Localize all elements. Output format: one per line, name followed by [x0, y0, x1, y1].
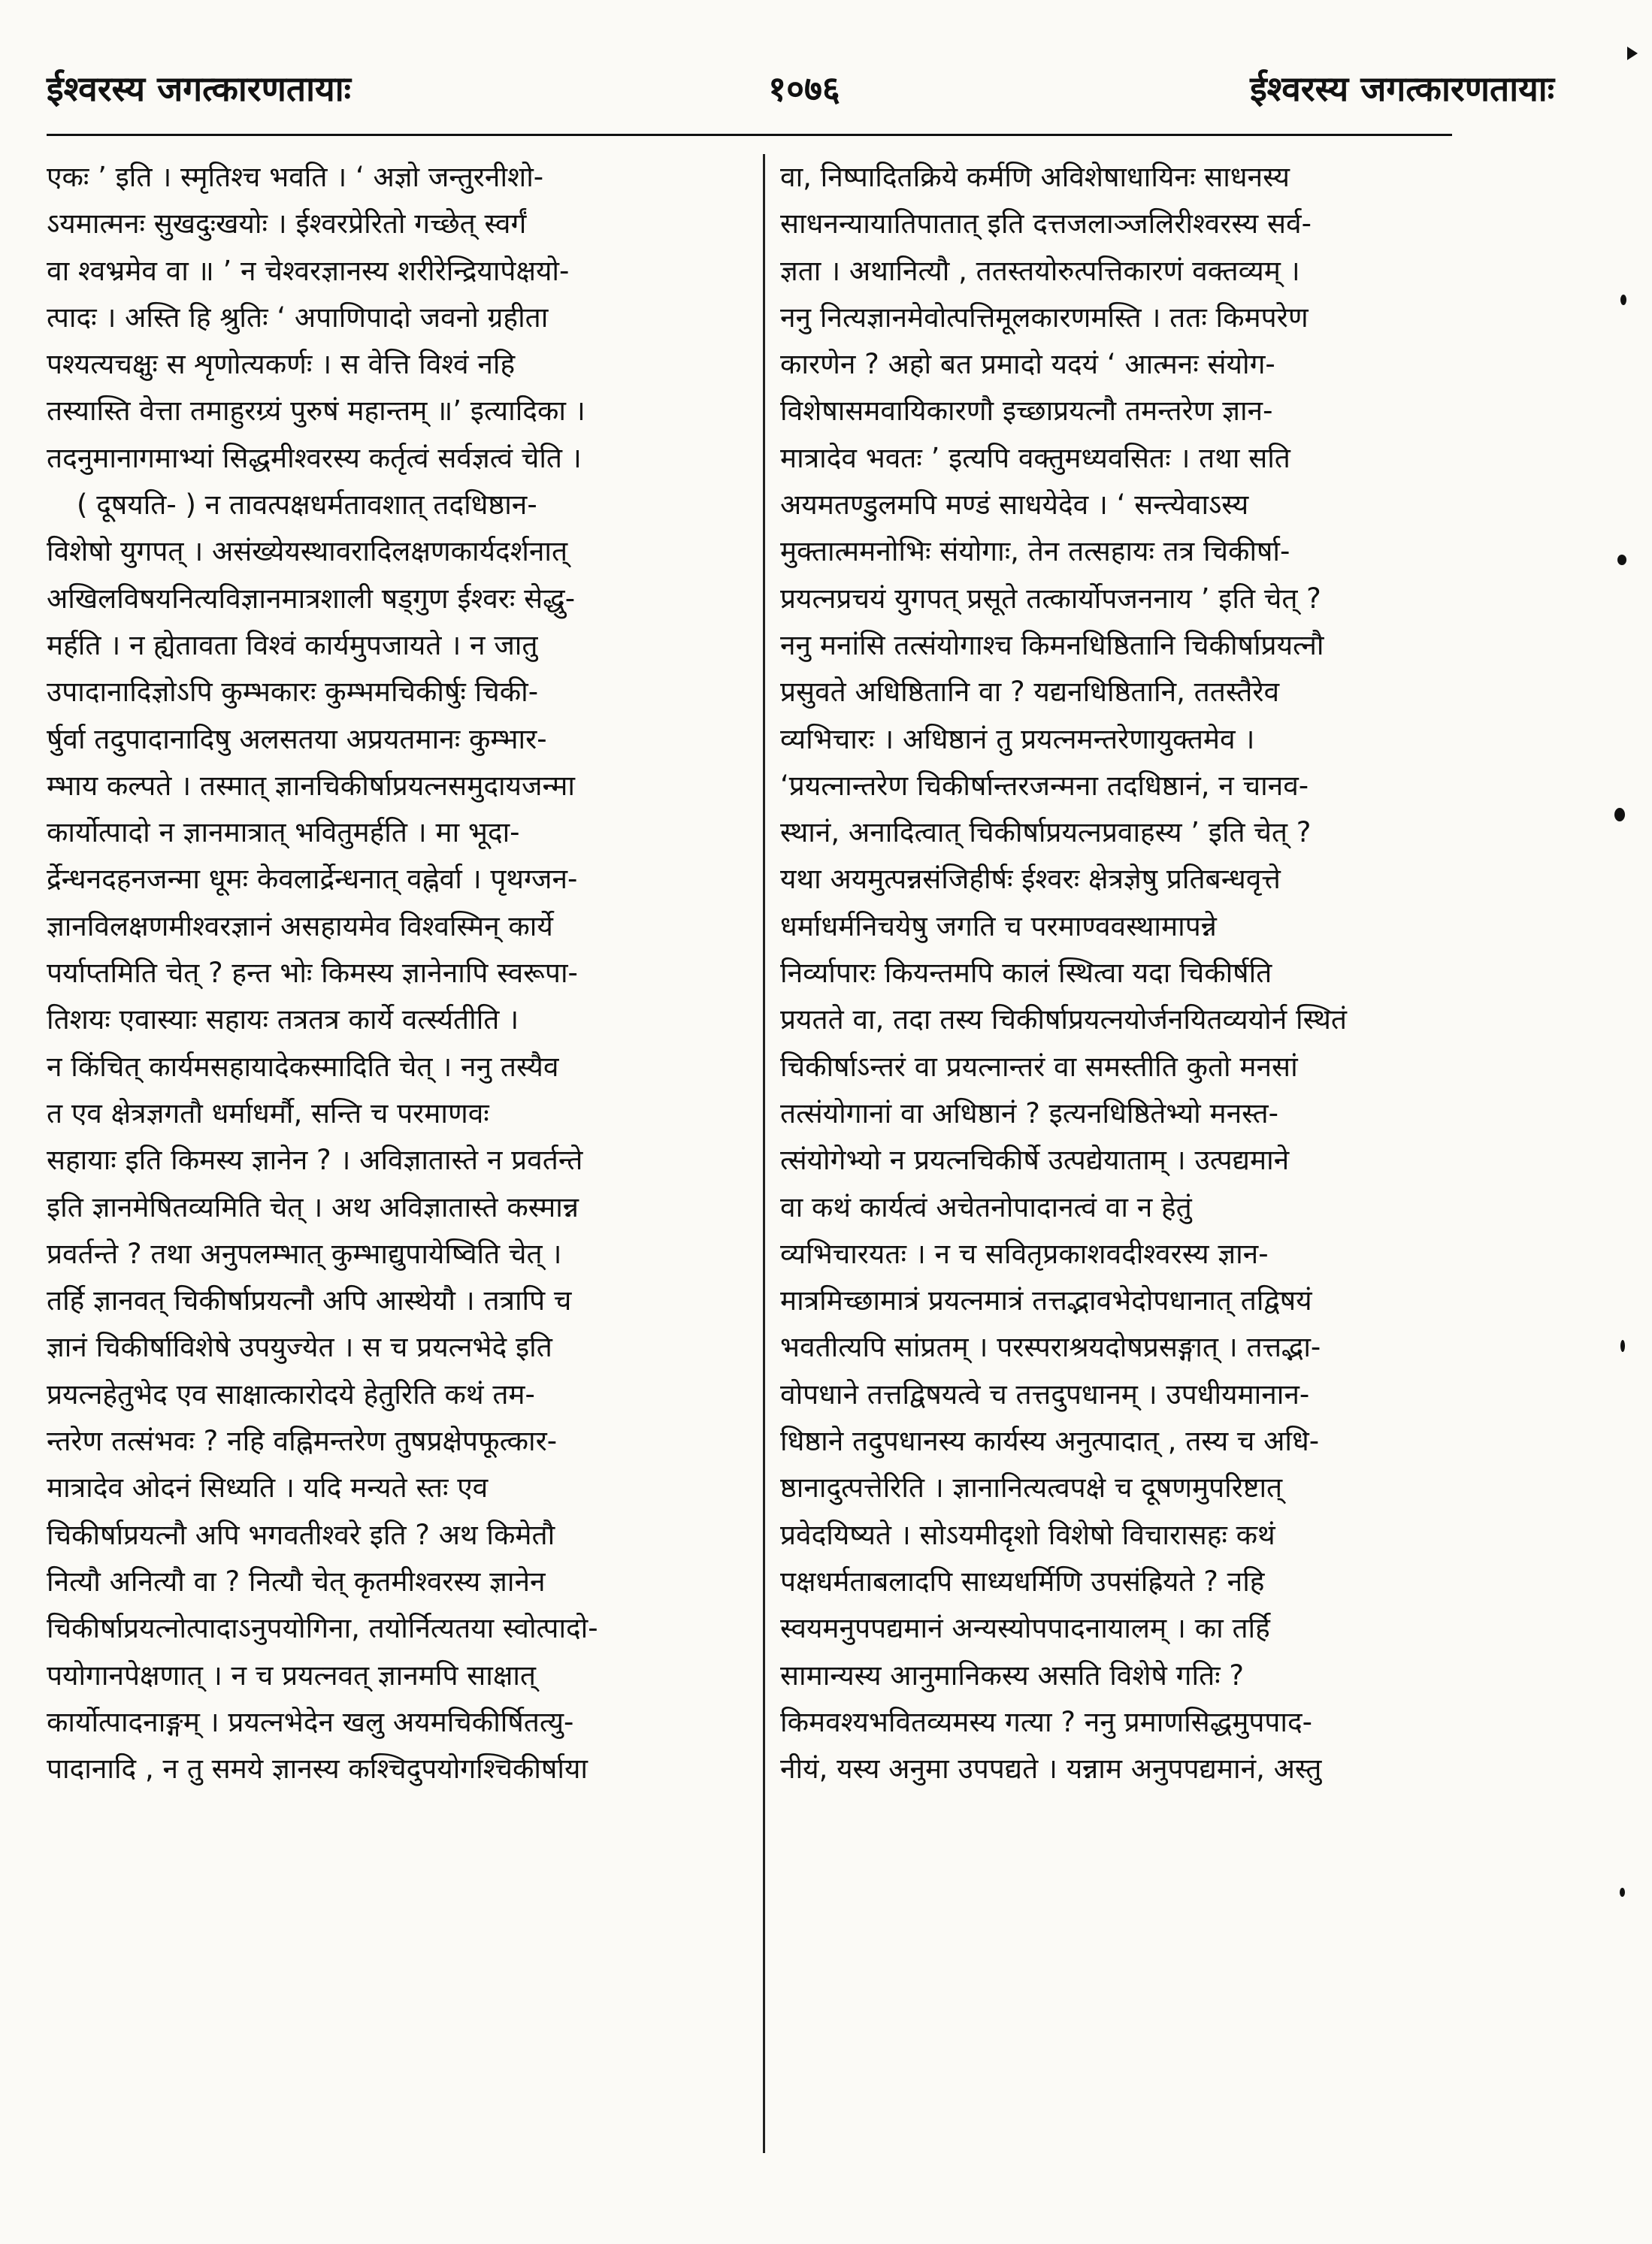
margin-mark-icon [1614, 808, 1625, 821]
text-line: वा श्वभ्रमेव वा ॥ ’ न चेश्वरज्ञानस्य शरीरेन्द्रियापेक्षयो- [47, 254, 570, 287]
text-line: अखिलविषयनित्यविज्ञानमात्रशाली षड्गुण ईश्वरः सेद्धु- [47, 582, 576, 615]
text-line: स्वयमनुपपद्यमानं अन्यस्योपपादनायालम् । का तर्हि [780, 1612, 1270, 1645]
text-line: अयमतण्डुलमपि मण्डं साधयेदेव । ‘ सन्त्येवाऽस्य [780, 488, 1249, 522]
text-line: पक्षधर्मताबलादपि साध्यधर्मिणि उपसंह्रियते ? नहि [780, 1565, 1265, 1598]
text-line: सामान्यस्य आनुमानिकस्य असति विशेषे गतिः ? [780, 1659, 1245, 1692]
text-line: तदनुमानागमाभ्यां सिद्धमीश्वरस्य कर्तृत्वं सर्वज्ञत्वं चेति । [47, 441, 582, 474]
text-line: मात्रादेव भवतः ’ इत्यपि वक्तुमध्यवसितः । तथा सति [780, 441, 1290, 474]
text-line: नीयं, यस्य अनुमा उपपद्यते । यन्नाम अनुपपद्यमानं, अस्तु [780, 1753, 1322, 1786]
text-line: तर्हि ज्ञानवत् चिकीर्षाप्रयत्नौ अपि आस्थेयौ । तत्रापि च [47, 1284, 572, 1317]
text-line: भवतीत्यपि सांप्रतम् । परस्पराश्रयदोषप्रसङ्गात् । तत्तद्भा- [780, 1331, 1321, 1364]
text-line: तिशयः एवास्याः सहायः तत्रतत्र कार्ये वर्त्स्यतीति । [47, 1003, 519, 1036]
text-line: प्रसुवते अधिष्ठितानि वा ? यद्यनधिष्ठितानि, ततस्तैरेव [780, 676, 1280, 709]
text-line: स्थानं, अनादित्वात् चिकीर्षाप्रयत्नप्रवाहस्य ’ इति चेत् ? [780, 816, 1312, 849]
text-line: यथा अयमुत्पन्नसंजिहीर्षः ईश्वरः क्षेत्रज्ञेषु प्रतिबन्धवृत्ते [780, 863, 1281, 896]
margin-mark-icon [1620, 1888, 1625, 1897]
text-line: वा, निष्पादितक्रिये कर्मणि अविशेषाधायिनः साधनस्य [780, 161, 1290, 193]
running-header-left: ईश्वरस्य जगत्कारणतायाः [47, 68, 351, 109]
text-line: प्रवर्तन्ते ? तथा अनुपलम्भात् कुम्भाद्युपायेष्विति चेत् । [47, 1237, 562, 1270]
text-line: धिष्ठाने तदुपधानस्य कार्यस्य अनुत्पादात् , तस्य च अधि- [780, 1425, 1320, 1458]
text-line: म्भाय कल्पते । तस्मात् ज्ञानचिकीर्षाप्रयत्नसमुदायजन्मा [47, 769, 575, 802]
text-line: उपादानादिज्ञोऽपि कुम्भकारः कुम्भमचिकीर्षुः चिकी- [47, 676, 539, 709]
text-line: वा कथं कार्यत्वं अचेतनोपादानत्वं वा न हेतुं [780, 1190, 1192, 1223]
left-column [47, 154, 742, 1792]
text-line: धर्माधर्मनिचयेषु जगति च परमाण्ववस्थामापन्ने [780, 909, 1217, 942]
text-line: विशेषासमवायिकारणौ इच्छाप्रयत्नौ तमन्तरेण ज्ञान- [780, 395, 1273, 428]
text-line: साधनन्यायातिपातात् इति दत्तजलाञ्जलिरीश्वरस्य सर्व- [780, 207, 1312, 240]
header-rule [47, 134, 1452, 136]
text-line: चिकीर्षाप्रयत्नोत्पादाऽनुपयोगिना, तयोर्नित्यतया स्वोत्पादो- [47, 1612, 598, 1645]
text-line: न्तरेण तत्संभवः ? नहि वह्निमन्तरेण तुषप्रक्षेपफूत्कार- [47, 1425, 558, 1458]
text-line: र्द्रेन्धनदहनजन्मा धूमः केवलार्द्रेन्धनात् वह्नेर्वा । पृथग्जन- [47, 863, 578, 896]
text-line: पश्यत्यचक्षुः स शृणोत्यकर्णः । स वेत्ति विश्वं नहि [47, 348, 516, 381]
right-column [780, 154, 1448, 1792]
text-line: ष्ठानादुत्पत्तेरिति । ज्ञानानित्यत्वपक्षे च दूषणमुपरिष्टात् [780, 1471, 1283, 1505]
text-line: ‘प्रयत्नान्तरेण चिकीर्षान्तरजन्मना तदधिष्ठानं, न चानव- [780, 769, 1309, 802]
text-line: ज्ञता । अथानित्यौ , ततस्तयोरुत्पत्तिकारणं वक्तव्यम् । [780, 254, 1300, 287]
text-line: प्रयत्नप्रचयं युगपत् प्रसूते तत्कार्योपजननाय ’ इति चेत् ? [780, 582, 1321, 615]
text-line: तत्संयोगानां वा अधिष्ठानं ? इत्यनधिष्ठितेभ्यो मनस्त- [780, 1096, 1279, 1130]
text-line: प्रवेदयिष्यते । सोऽयमीदृशो विशेषो विचारासहः कथं [780, 1518, 1275, 1551]
text-line: वोपधाने तत्तद्विषयत्वे च तत्तदुपधानम् । उपधीयमानान- [780, 1378, 1310, 1411]
text-line: पादानादि , न तु समये ज्ञानस्य कश्चिदुपयोगश्चिकीर्षाया [47, 1753, 588, 1786]
margin-mark-icon [1617, 555, 1626, 565]
text-line: ज्ञानं चिकीर्षाविशेषे उपयुज्येत । स च प्रयत्नभेदे इति [47, 1331, 552, 1364]
text-line: र्षुर्वा तदुपादानादिषु अलसतया अप्रयतमानः कुम्भार- [47, 722, 547, 755]
text-line: मात्रादेव ओदनं सिध्यति । यदि मन्यते स्तः एव [47, 1471, 489, 1505]
text-line: कारणेन ? अहो बत प्रमादो यदयं ‘ आत्मनः संयोग- [780, 348, 1275, 381]
text-line: चिकीर्षाऽन्तरं वा प्रयत्नान्तरं वा समस्तीति कुतो मनसां [780, 1050, 1298, 1083]
text-line: इति ज्ञानमेषितव्यमिति चेत् । अथ अविज्ञातास्ते कस्मान्न [47, 1190, 579, 1223]
text-line: चिकीर्षाप्रयत्नौ अपि भगवतीश्वरे इति ? अथ किमेतौ [47, 1518, 555, 1551]
text-line: व्यभिचारयतः । न च सवितृप्रकाशवदीश्वरस्य ज्ञान- [780, 1237, 1269, 1270]
text-line: कार्योत्पादनाङ्गम् । प्रयत्नभेदेन खलु अयमचिकीर्षितत्यु- [47, 1705, 574, 1738]
text-line: ज्ञानविलक्षणमीश्वरज्ञानं असहायमेव विश्वस्मिन् कार्ये [47, 909, 553, 942]
text-line: सहायाः इति किमस्य ज्ञानेन ? । अविज्ञातास्ते न प्रवर्तन्ते [47, 1144, 583, 1177]
text-line: त्संयोगेभ्यो न प्रयत्नचिकीर्षे उत्पद्येयाताम् । उत्पद्यमाने [780, 1144, 1290, 1177]
text-line: नित्यौ अनित्यौ वा ? नित्यौ चेत् कृतमीश्वरस्य ज्ञानेन [47, 1565, 546, 1598]
text-line: किमवश्यभवितव्यमस्य गत्या ? ननु प्रमाणसिद्धमुपपाद- [780, 1705, 1312, 1738]
text-line: एकः ’ इति । स्मृतिश्च भवति । ‘ अज्ञो जन्तुरनीशो- [47, 161, 544, 193]
text-line: व्यभिचारः । अधिष्ठानं तु प्रयत्नमन्तरेणायुक्तमेव । [780, 722, 1255, 755]
text-line: ऽयमात्मनः सुखदुःखयोः । ईश्वरप्रेरितो गच्छेत् स्वर्गं [47, 207, 527, 240]
text-line: तस्यास्ति वेत्ता तमाहुरग्र्यं पुरुषं महान्तम् ॥’ इत्यादिका । [47, 395, 585, 428]
text-line: प्रयत्नहेतुभेद एव साक्षात्कारोदये हेतुरिति कथं तम- [47, 1378, 535, 1411]
text-line: कार्योत्पादो न ज्ञानमात्रात् भवितुमर्हति । मा भूदा- [47, 816, 520, 849]
text-line: त्पादः । अस्ति हि श्रुतिः ‘ अपाणिपादो जवनो ग्रहीता [47, 301, 549, 334]
text-line: मात्रमिच्छामात्रं प्रयत्नमात्रं तत्तद्भावभेदोपधानात् तद्विषयं [780, 1284, 1312, 1317]
text-line: प्रयतते वा, तदा तस्य चिकीर्षाप्रयत्नयोर्जनयितव्ययोर्न स्थितं [780, 1003, 1347, 1036]
text-line: निर्व्यापारः कियन्तमपि कालं स्थित्वा यदा चिकीर्षति [780, 957, 1272, 990]
page-number: १०७६ [768, 68, 840, 109]
text-line: पयोगानपेक्षणात् । न च प्रयत्नवत् ज्ञानमपि साक्षात् [47, 1659, 537, 1692]
margin-arrow-icon [1627, 47, 1638, 60]
text-line: विशेषो युगपत् । असंख्येयस्थावरादिलक्षणकार्यदर्शनात् [47, 535, 568, 568]
running-header-right: ईश्वरस्य जगत्कारणतायाः [1250, 68, 1554, 109]
margin-mark-icon [1620, 1340, 1625, 1352]
text-line: न किंचित् कार्यमसहायादेकस्मादिति चेत् । ननु तस्यैव [47, 1050, 559, 1083]
column-divider [763, 154, 765, 2153]
text-line: मर्हति । न ह्येतावता विश्वं कार्यमुपजायते । न जातु [47, 628, 538, 661]
text-line: मुक्तात्ममनोभिः संयोगाः, तेन तत्सहायः तत्र चिकीर्षा- [780, 535, 1290, 568]
text-line: पर्याप्तमिति चेत् ? हन्त भोः किमस्य ज्ञानेनापि स्वरूपा- [47, 957, 578, 990]
text-line: ( दूषयति- ) न तावत्पक्षधर्मतावशात् तदधिष्ठान- [77, 488, 537, 522]
text-line: त एव क्षेत्रज्ञगतौ धर्माधर्मौ, सन्ति च परमाणवः [47, 1096, 489, 1130]
text-line: ननु मनांसि तत्संयोगाश्च किमनधिष्ठितानि चिकीर्षाप्रयत्नौ [780, 628, 1324, 661]
text-line: ननु नित्यज्ञानमेवोत्पत्तिमूलकारणमस्ति । ततः किमपरेण [780, 301, 1309, 334]
margin-mark-icon [1620, 295, 1626, 305]
